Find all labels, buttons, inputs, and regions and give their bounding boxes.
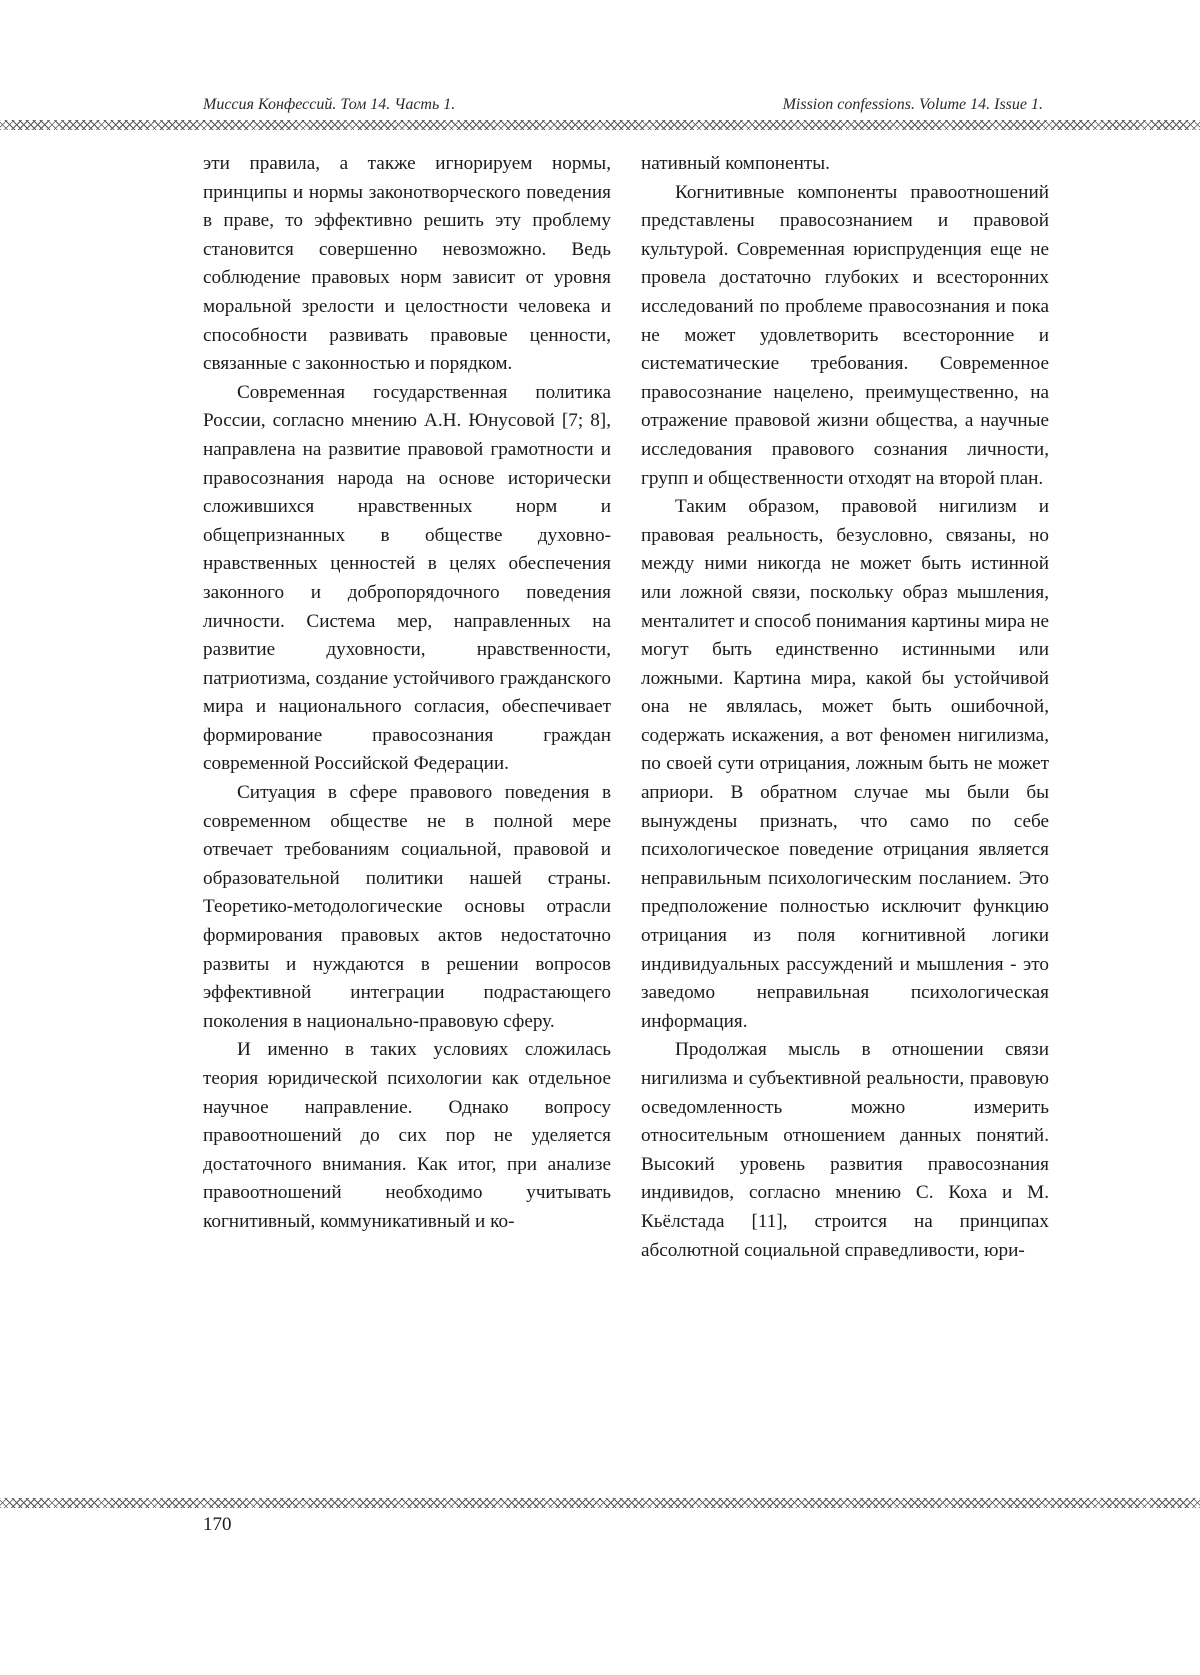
paragraph: И именно в таких условиях сложилась теория юридической психологии как отдельное научное направление. Однако вопросу правоотношений до сих пор не уделяется достаточного внимания. Как итог, при анализе правоотношений необходимо учитывать когнитивный, коммуникативный и ко- xyxy=(203,1039,611,1232)
paragraph: Таким образом, правовой нигилизм и правовая реальность, безусловно, связаны, но между ними никогда не может быть истинной или ложной связи, поскольку образ мышления, менталитет и способ понимания картины мира не могут быть единственно истинными или ложными. Картина мира, какой бы устойчивой она не являлась, может быть ошибочной, содержать искажения, а вот феномен нигилизма, по своей сути отрицания, ложным быть не может априори. В обратном случае мы были бы вынуждены признать, что само по себе психологическое поведение отрицания является неправильным психологическим посланием. Это предположение полностью исключит функцию отрицания из поля когнитивной логики индивидуальных рассуждений и мышления - это заведомо неправильная психологическая информация. xyxy=(641,496,1049,1032)
paragraph: Современная государственная политика России, согласно мнению А.Н. Юнусовой [7; 8], направлена на развитие правовой грамотности и правосознания народа на основе исторически сложившихся нравственных норм и общепризнанных в обществе духовно-нравственных ценностей в целях обеспечения законного и добропорядочного поведения личности. Система мер, направленных на развитие духовности, нравственности, патриотизма, создание устойчивого гражданского мира и национального согласия, обеспечивает формирование правосознания граждан современной Российской Федерации. xyxy=(203,381,611,775)
running-header-right: Mission confessions. Volume 14. Issue 1. xyxy=(782,96,1043,113)
paragraph: эти правила, а также игнорируем нормы, принципы и нормы законотворческого поведения в праве, то эффективно решить эту проблему становится совершенно невозможно. Ведь соблюдение правовых норм зависит от уровня моральной зрелости и целостности человека и способности развивать правовые ценности, связанные с законностью и порядком. xyxy=(203,153,611,375)
paragraph: Когнитивные компоненты правоотношений представлены правосознанием и правовой культурой. Современная юриспруденция еще не провела достаточно глубоких и всесторонних исследований по проблеме правосознания и пока не может удовлетворить всесторонние и систематические требования. Современное правосознание нацелено, преимущественно, на отражение правовой жизни общества, а научные исследования правового сознания личности, групп и общественности отходят на второй план. xyxy=(641,181,1049,489)
bottom-ornamental-rule xyxy=(0,1498,1200,1508)
page-number: 170 xyxy=(203,1514,232,1535)
paragraph: Продолжая мысль в отношении связи нигилизма и субъективной реальности, правовую осведомленность можно измерить относительным отношением данных понятий. Высокий уровень развития правосознания индивидов, согласно мнению С. Коха и М. Кьёлстада [11], строится на принципах абсолютной социальной справедливости, юри- xyxy=(641,1039,1049,1261)
left-text-column xyxy=(203,150,611,1237)
paragraph: нативный компоненты. xyxy=(641,153,830,174)
running-header-left: Миссия Конфессий. Том 14. Часть 1. xyxy=(203,96,456,113)
right-text-column xyxy=(641,150,1049,1265)
top-ornamental-rule xyxy=(0,120,1200,130)
paragraph: Ситуация в сфере правового поведения в современном обществе не в полной мере отвечает требованиям социальной, правовой и образовательной политики нашей страны. Теоретико-методологические основы отрасли формирования правовых актов недостаточно развиты и нуждаются в решении вопросов эффективной интеграции подрастающего поколения в национально-правовую сферу. xyxy=(203,782,611,1032)
